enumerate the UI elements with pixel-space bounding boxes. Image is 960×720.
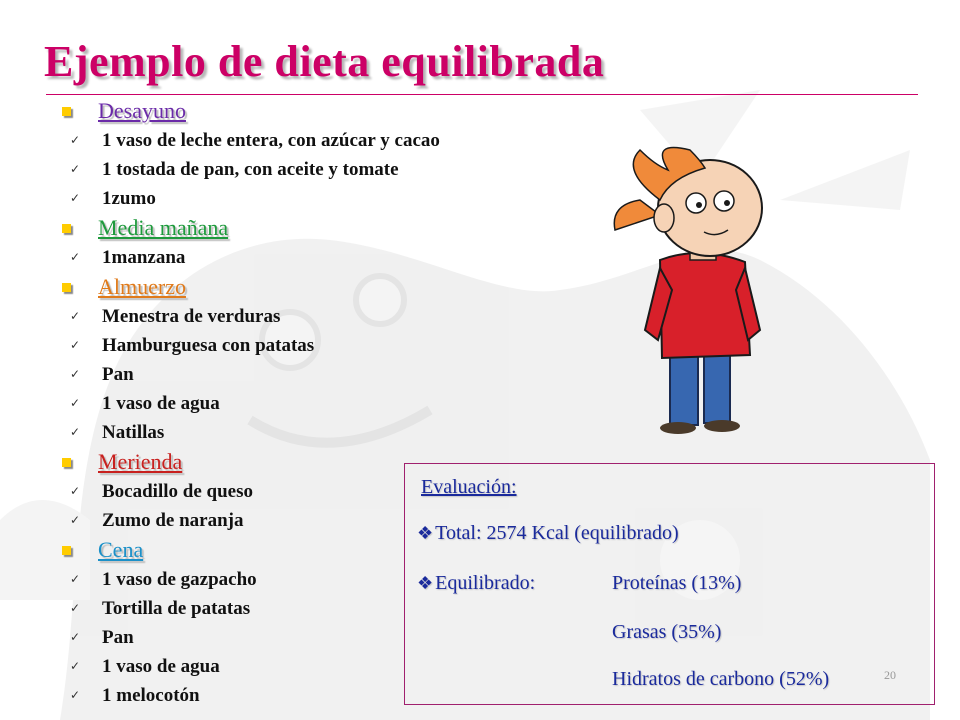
meal-name[interactable]: Merienda <box>98 449 183 474</box>
meal-item: ✓ 1 vaso de agua <box>62 389 440 418</box>
meal-item: ✓ 1manzana <box>62 243 440 272</box>
checkmark-icon: ✓ <box>70 250 81 264</box>
meal-name[interactable]: Media mañana <box>98 215 229 240</box>
meal-name[interactable]: Cena <box>98 537 144 562</box>
meal-list <box>62 96 440 710</box>
evaluation-box <box>404 463 935 705</box>
checkmark-icon: ✓ <box>70 513 81 527</box>
meal-item: ✓ Tortilla de patatas <box>62 594 440 623</box>
checkmark-icon: ✓ <box>70 572 81 586</box>
square-bullet-icon <box>62 224 71 233</box>
fats-value: Grasas (35%) <box>612 621 722 643</box>
meal-item: ✓ Natillas <box>62 418 440 447</box>
meal-name[interactable]: Desayuno <box>98 98 186 123</box>
meal-cena <box>62 535 440 710</box>
meal-item: ✓ Zumo de naranja <box>62 506 440 535</box>
meal-item: ✓ 1 tostada de pan, con aceite y tomate <box>62 155 440 184</box>
meal-item: ✓ Bocadillo de queso <box>62 477 440 506</box>
evaluation-total: ❖ Total: 2574 Kcal (equilibrado) <box>417 522 679 544</box>
slide-number: 20 <box>884 668 896 682</box>
meal-item: ✓ Hamburguesa con patatas <box>62 331 440 360</box>
checkmark-icon: ✓ <box>70 601 81 615</box>
meal-item: ✓ 1 melocotón <box>62 681 440 710</box>
meal-item: ✓ 1zumo <box>62 184 440 213</box>
four-diamond-icon: ❖ <box>417 523 434 543</box>
checkmark-icon: ✓ <box>70 425 81 439</box>
checkmark-icon: ✓ <box>70 191 81 205</box>
checkmark-icon: ✓ <box>70 338 81 352</box>
meal-item: ✓ 1 vaso de gazpacho <box>62 565 440 594</box>
checkmark-icon: ✓ <box>70 133 81 147</box>
page-title: Ejemplo de dieta equilibrada <box>44 37 605 86</box>
meal-item: ✓ Menestra de verduras <box>62 302 440 331</box>
four-diamond-icon: ❖ <box>417 573 434 593</box>
checkmark-icon: ✓ <box>70 659 81 673</box>
carbs-value: Hidratos de carbono (52%) <box>612 668 830 690</box>
meal-desayuno <box>62 96 440 213</box>
square-bullet-icon <box>62 107 71 116</box>
checkmark-icon: ✓ <box>70 367 81 381</box>
meal-almuerzo <box>62 272 440 447</box>
checkmark-icon: ✓ <box>70 396 81 410</box>
meal-item: ✓ Pan <box>62 360 440 389</box>
checkmark-icon: ✓ <box>70 688 81 702</box>
meal-merienda <box>62 447 440 535</box>
evaluation-balanced-label: ❖ Equilibrado: <box>417 572 536 594</box>
meal-item: ✓ Pan <box>62 623 440 652</box>
checkmark-icon: ✓ <box>70 162 81 176</box>
checkmark-icon: ✓ <box>70 630 81 644</box>
evaluation-title: Evaluación: <box>421 476 517 498</box>
title-divider <box>46 94 918 95</box>
checkmark-icon: ✓ <box>70 309 81 323</box>
square-bullet-icon <box>62 283 71 292</box>
square-bullet-icon <box>62 458 71 467</box>
meal-item: ✓ 1 vaso de agua <box>62 652 440 681</box>
meal-item: ✓ 1 vaso de leche entera, con azúcar y cacao <box>62 126 440 155</box>
proteins-value: Proteínas (13%) <box>612 572 742 594</box>
checkmark-icon: ✓ <box>70 484 81 498</box>
meal-name[interactable]: Almuerzo <box>98 274 186 299</box>
meal-media-manana <box>62 213 440 272</box>
square-bullet-icon <box>62 546 71 555</box>
